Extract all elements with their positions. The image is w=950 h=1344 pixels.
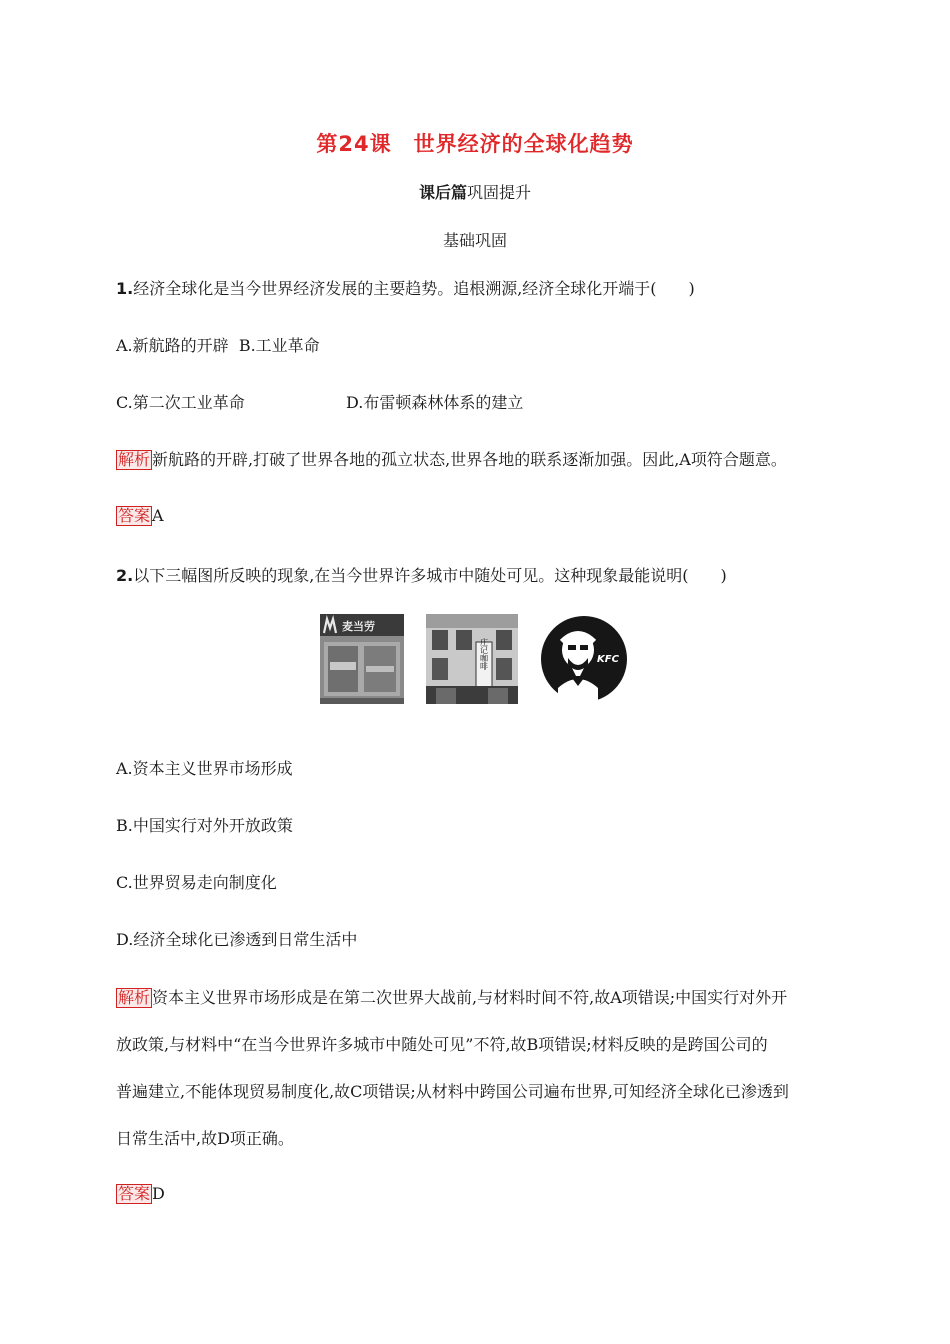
kfc-logo-text: KFC [597,654,619,665]
coffee-sign-text: 庄记咖啡 [479,638,489,670]
q1-answer-value: A [152,506,164,525]
q2-analysis-line-3: 普遍建立,不能体现贸易制度化,故C项错误;从材料中跨国公司遍布世界,可知经济全球化已渗透到 [116,1082,789,1101]
q1-option-d: D.布雷顿森林体系的建立 [346,393,524,412]
q1-option-a: A.新航路的开辟 [116,336,229,355]
question-2 [116,563,727,586]
q2-option-a: A.资本主义世界市场形成 [116,759,293,778]
q2-analysis-text-1: 资本主义世界市场形成是在第二次世界大战前,与材料时间不符,故A项错误;中国实行对外开 [152,988,788,1007]
q2-analysis-line-4: 日常生活中,故D项正确。 [116,1129,294,1148]
q2-answer-tag: 答案 [118,1184,151,1203]
q1-option-b: B.工业革命 [238,336,320,355]
q2-analysis-line-1 [116,985,787,1008]
q2-option-c: C.世界贸易走向制度化 [116,873,277,892]
q2-analysis-tag: 解析 [118,988,151,1007]
question-2-number: 2. [116,566,134,585]
lesson-title: 第24课 世界经济的全球化趋势 [316,132,634,156]
kfc-logo-image [538,614,630,704]
mcdonalds-sign-text: 麦当劳 [342,620,375,633]
q1-answer-tag: 答案 [118,506,151,525]
section-heading: 基础巩固 [442,231,507,250]
q2-analysis-line-2: 放政策,与材料中“在当今世界许多城市中随处可见”不符,故B项错误;材料反映的是跨国公司的 [116,1035,768,1054]
subtitle-rest: 巩固提升 [467,183,532,202]
q1-analysis-text: 新航路的开辟,打破了世界各地的孤立状态,世界各地的联系逐渐加强。因此,A项符合题意。 [152,450,787,469]
question-1-text: 经济全球化是当今世界经济发展的主要趋势。追根溯源,经济全球化开端于( ) [133,279,695,298]
q1-answer [116,506,164,526]
question-1-options-cd [116,390,816,413]
q1-analysis [116,447,787,470]
q1-option-c: C.第二次工业革命 [116,393,245,412]
mcdonalds-store-image [320,614,404,704]
question-2-text: 以下三幅图所反映的现象,在当今世界许多城市中随处可见。这种现象最能说明( ) [133,566,727,585]
subtitle-bold: 课后篇 [418,183,467,202]
question-1 [116,276,695,299]
subtitle [0,180,950,203]
q2-option-d: D.经济全球化已渗透到日常生活中 [116,930,358,949]
q1-analysis-tag: 解析 [118,450,151,469]
question-1-options-ab [116,333,320,356]
q2-option-b: B.中国实行对外开放政策 [116,816,293,835]
coffee-shop-image [426,614,518,704]
q2-answer-value: D [152,1184,165,1203]
q2-answer [116,1184,165,1204]
question-1-number: 1. [116,279,134,298]
